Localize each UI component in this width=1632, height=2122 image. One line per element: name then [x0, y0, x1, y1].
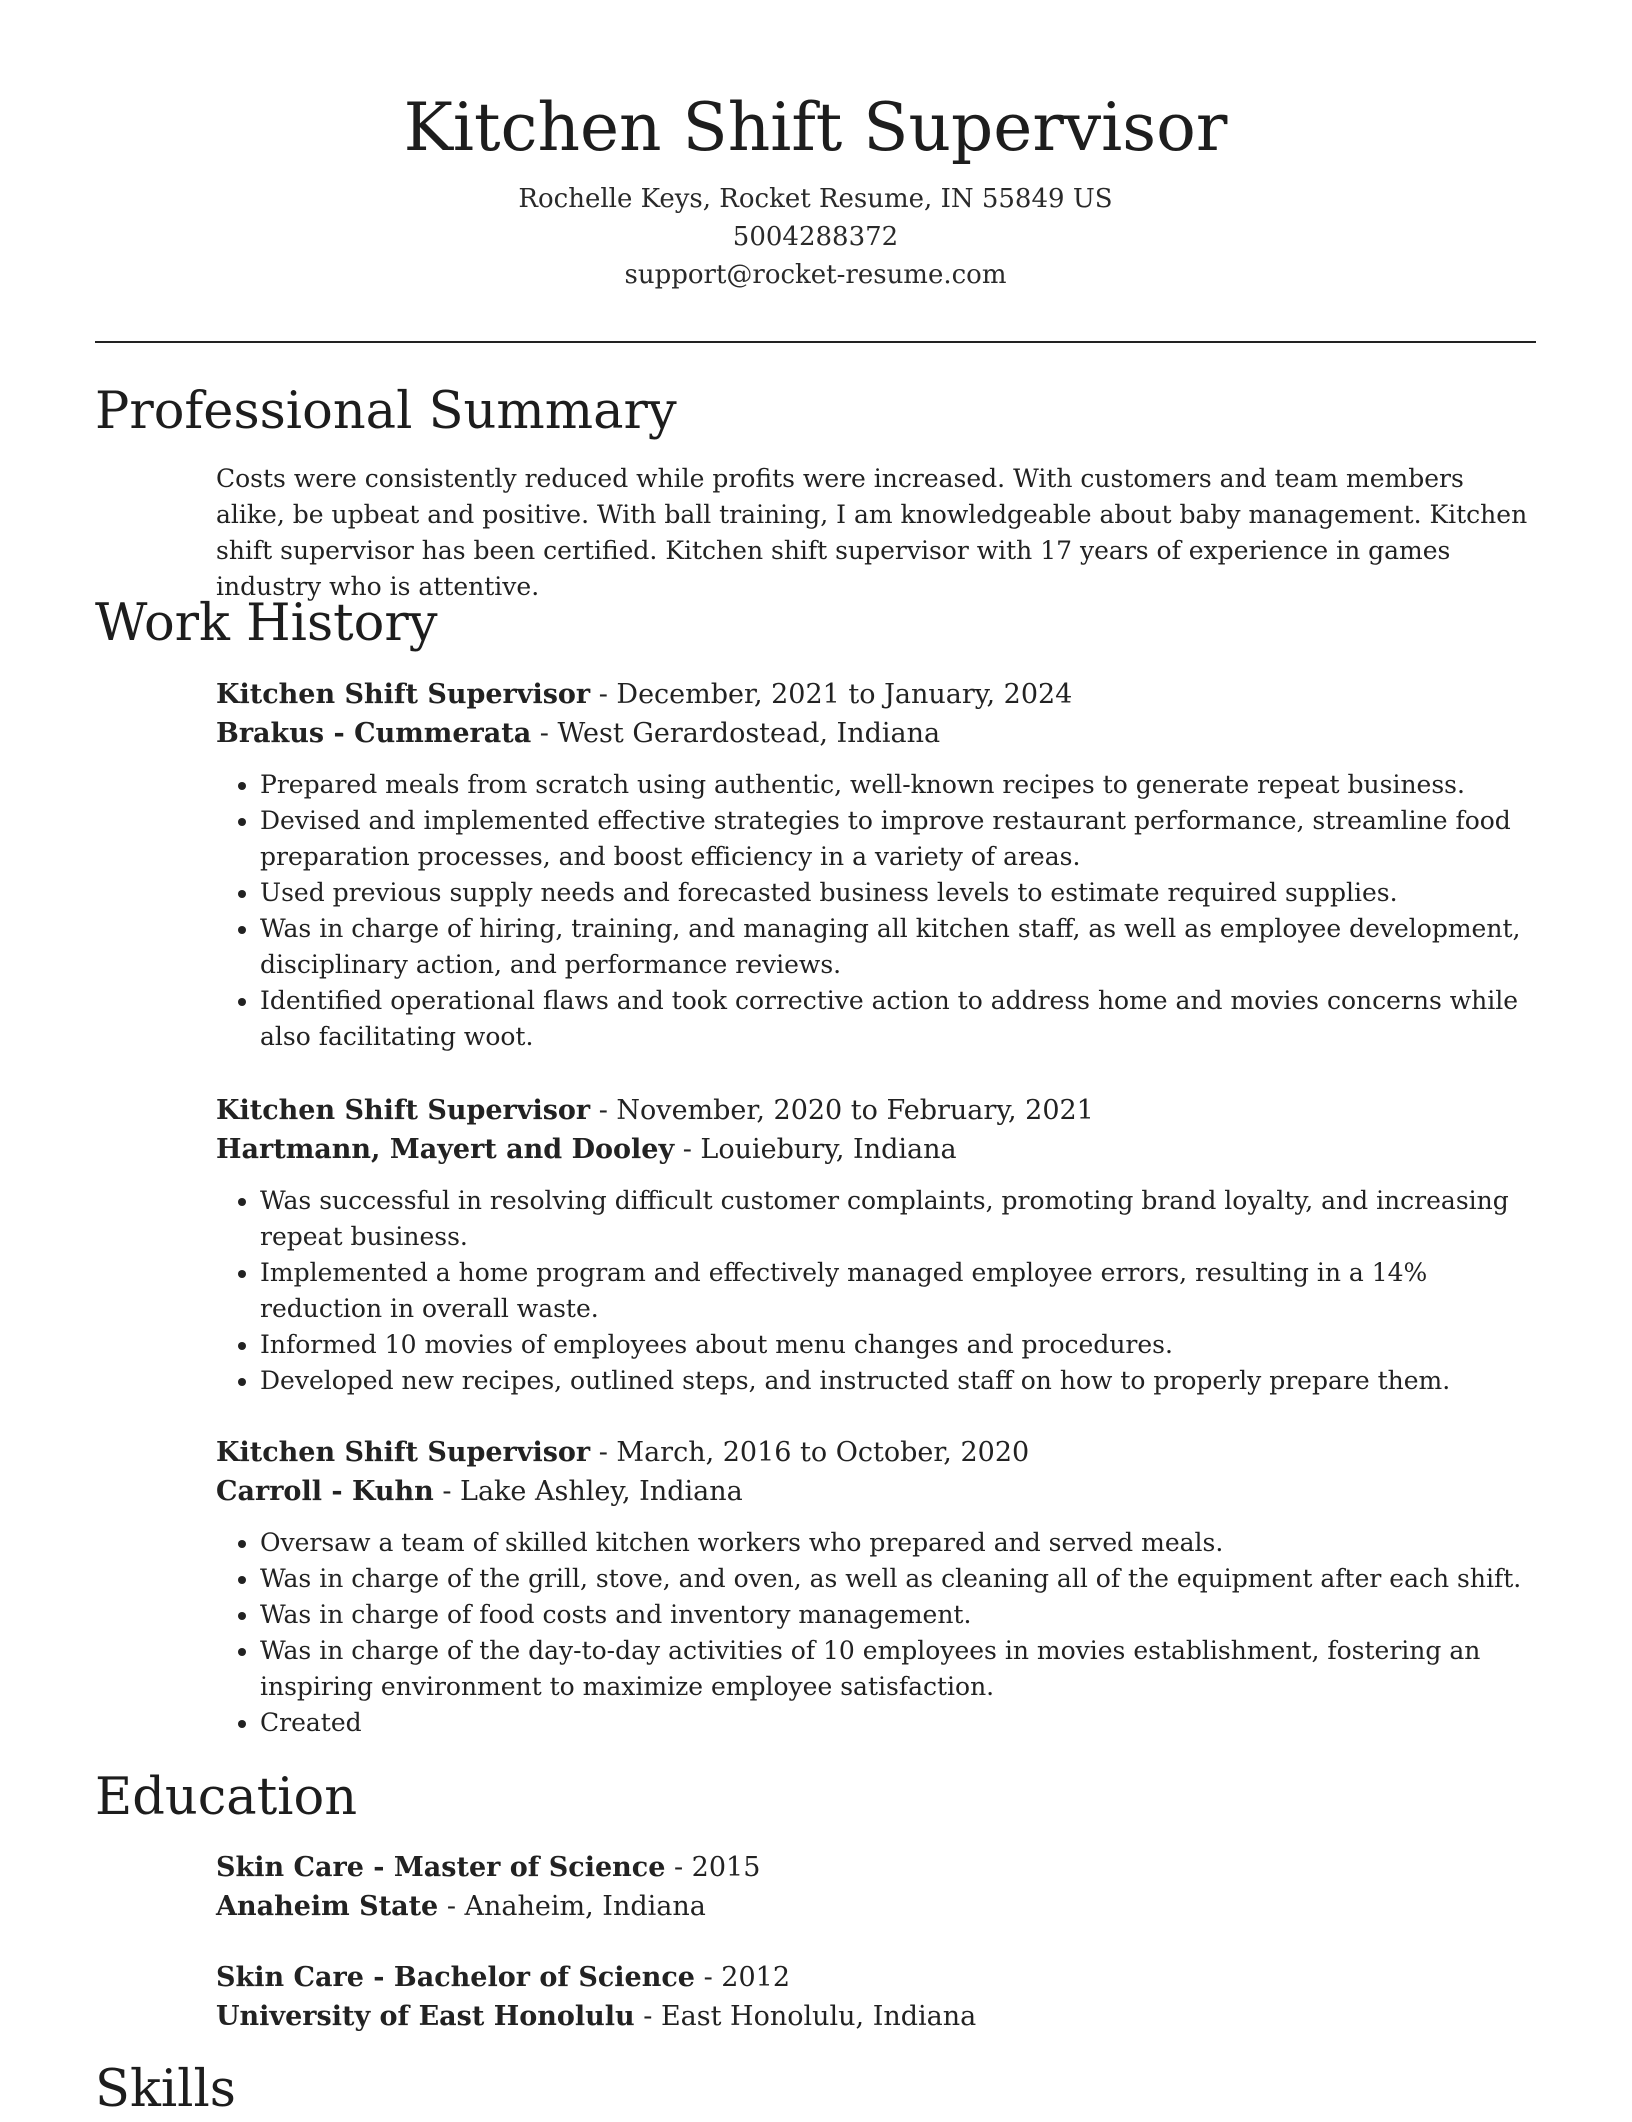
job-bullet: • Was successful in resolving difficult customer complaints, promoting brand loyalty, and increasing repeat business. [260, 1183, 1536, 1255]
job-bullet: • Was in charge of the grill, stove, and oven, as well as cleaning all of the equipment after each shift. [260, 1561, 1536, 1597]
job-bullet: • Used previous supply needs and forecasted business levels to estimate required supplies. [260, 875, 1536, 911]
contact-phone: 5004288372 [732, 222, 899, 252]
job-bullet: • Developed new recipes, outlined steps, and instructed staff on how to properly prepare them. [260, 1363, 1536, 1399]
contact-email: support@rocket-resume.com [624, 260, 1007, 290]
job-employer [216, 714, 1536, 753]
school-line [216, 1997, 1536, 2036]
job-title: Kitchen Shift Supervisor [216, 1095, 591, 1126]
job-bullet: • Oversaw a team of skilled kitchen workers who prepared and served meals. [260, 1525, 1536, 1561]
contact-info [95, 180, 1536, 294]
section-title-work-history: Work History [95, 594, 438, 653]
job-bullet: • Devised and implemented effective strategies to improve restaurant performance, streamline food preparation processes, and boost efficiency in a variety of areas. [260, 803, 1536, 875]
degree-heading [216, 1958, 1536, 1997]
job-bullet: • Prepared meals from scratch using authentic, well-known recipes to generate repeat business. [260, 767, 1536, 803]
job-bullet: • Created [260, 1705, 1536, 1741]
company-name: Hartmann, Mayert and Dooley [216, 1134, 675, 1165]
job-bullet: • Was in charge of the day-to-day activities of 10 employees in movies establishment, fostering an inspiring environment to maximize employee satisfaction. [260, 1633, 1536, 1705]
job-dates: - March, 2016 to October, 2020 [590, 1437, 1030, 1468]
contact-address: Rochelle Keys, Rocket Resume, IN 55849 US [518, 184, 1113, 214]
job-bullet: • Implemented a home program and effectively managed employee errors, resulting in a 14% reduction in overall waste. [260, 1255, 1536, 1327]
job-heading [216, 675, 1536, 714]
job-bullet: • Was in charge of hiring, training, and managing all kitchen staff, as well as employee development, disciplinary action, and performance reviews. [260, 911, 1536, 983]
section-title-summary: Professional Summary [95, 382, 677, 441]
header-divider [95, 341, 1536, 343]
job-dates: - December, 2021 to January, 2024 [590, 679, 1073, 710]
education-entry [216, 1958, 1536, 2036]
job-employer [216, 1472, 1536, 1511]
school-location: - East Honolulu, Indiana [634, 2001, 977, 2032]
job-employer [216, 1130, 1536, 1169]
school-line [216, 1887, 1536, 1926]
degree-year: - 2012 [695, 1962, 791, 1993]
job-heading [216, 1433, 1536, 1472]
company-name: Carroll - Kuhn [216, 1476, 434, 1507]
job-bullet: • Informed 10 movies of employees about menu changes and procedures. [260, 1327, 1536, 1363]
job-entry [216, 675, 1536, 1055]
job-entry [216, 1091, 1536, 1399]
job-dates: - November, 2020 to February, 2021 [590, 1095, 1094, 1126]
school-name: Anaheim State [216, 1891, 439, 1922]
company-name: Brakus - Cummerata [216, 718, 532, 749]
degree-field: Skin Care - Bachelor of Science [216, 1962, 695, 1993]
job-title: Kitchen Shift Supervisor [216, 1437, 591, 1468]
education-entry [216, 1848, 1536, 1926]
job-bullets [216, 1525, 1536, 1741]
degree-heading [216, 1848, 1536, 1887]
candidate-name: Kitchen Shift Supervisor [403, 89, 1228, 166]
summary-text: Costs were consistently reduced while profits were increased. With customers and team members alike, be upbeat and positive. With ball training, I am knowledgeable about baby management. Kitchen shift supervisor has been certified. Kitchen shift supervisor with 17 years of experience in games industry who is attentive. [216, 464, 1528, 601]
school-location: - Anaheim, Indiana [438, 1891, 706, 1922]
job-title: Kitchen Shift Supervisor [216, 679, 591, 710]
section-title-education: Education [95, 1768, 358, 1827]
company-location: - Lake Ashley, Indiana [433, 1476, 743, 1507]
resume-header [95, 84, 1536, 294]
degree-field: Skin Care - Master of Science [216, 1852, 666, 1883]
company-location: - Louiebury, Indiana [674, 1134, 957, 1165]
section-title-skills: Skills [95, 2060, 236, 2119]
school-name: University of East Honolulu [216, 2001, 635, 2032]
company-location: - West Gerardostead, Indiana [531, 718, 941, 749]
job-bullet: • Identified operational flaws and took corrective action to address home and movies concerns while also facilitating woot. [260, 983, 1536, 1055]
job-heading [216, 1091, 1536, 1130]
job-entry [216, 1433, 1536, 1741]
job-bullets [216, 1183, 1536, 1399]
job-bullets [216, 767, 1536, 1055]
job-bullet: • Was in charge of food costs and inventory management. [260, 1597, 1536, 1633]
degree-year: - 2015 [665, 1852, 761, 1883]
